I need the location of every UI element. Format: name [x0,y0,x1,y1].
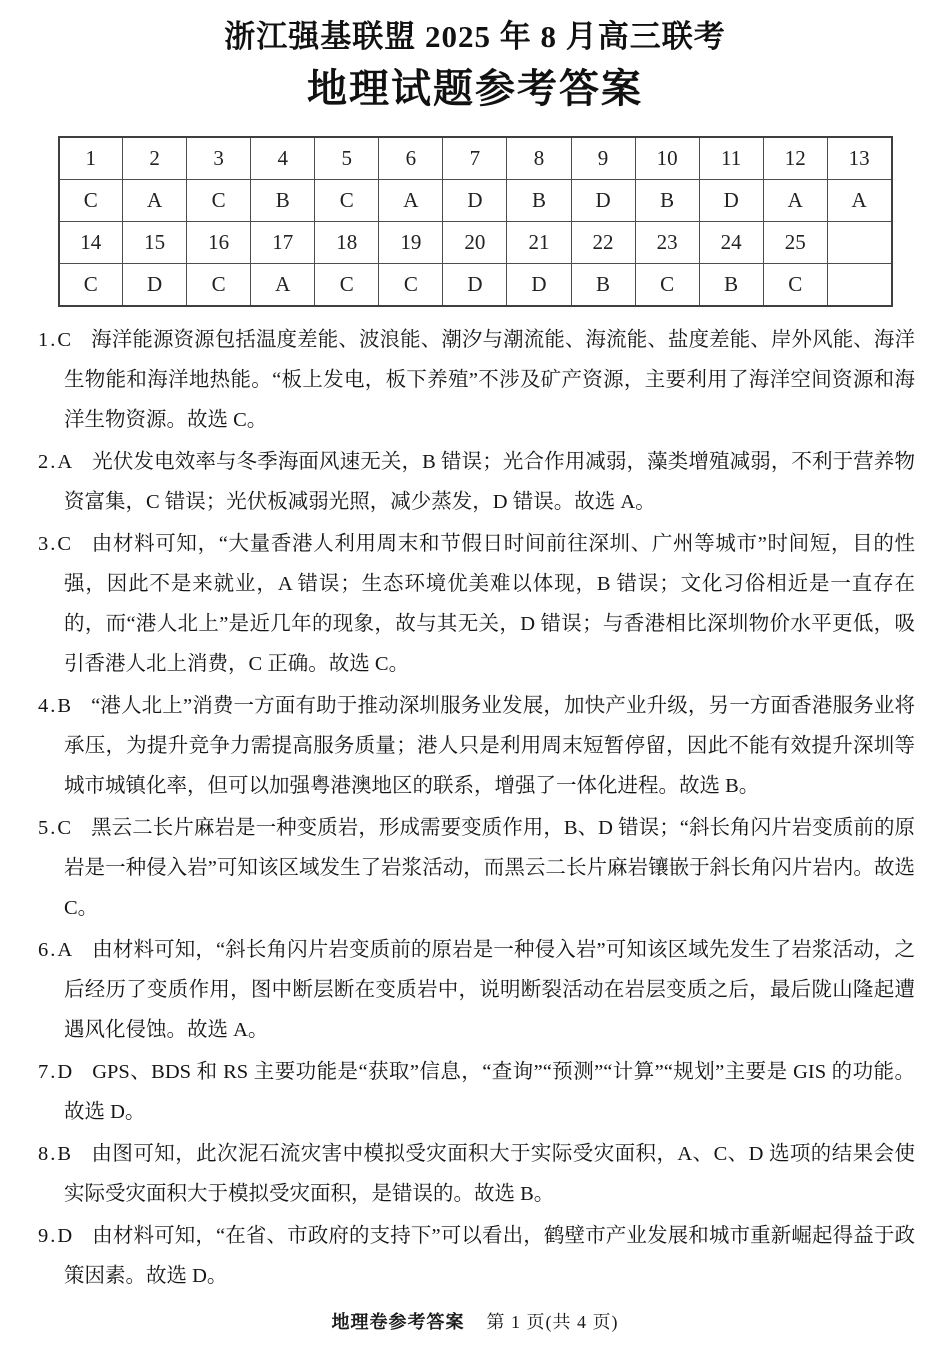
explanation-label: 8.B [38,1143,74,1165]
question-number-cell: 8 [507,137,571,180]
answer-cell: A [827,180,891,222]
answer-row [59,180,892,222]
question-number-cell: 9 [571,137,635,180]
explanation-text: 由材料可知，“斜长角闪片岩变质前的原岩是一种侵入岩”可知该区域先发生了岩浆活动，之后经历了变质作用，图中断层断在变质岩中，说明断裂活动在岩层变质之后，最后陇山隆起遭遇风化侵蚀。故选 A。 [64,939,915,1041]
explanation-item-6 [38,930,915,1050]
question-number-cell: 19 [379,222,443,264]
question-number-cell: 21 [507,222,571,264]
answer-cell: B [507,180,571,222]
explanation-label: 6.A [38,939,75,961]
answer-cell: C [379,264,443,307]
explanation-label: 7.D [38,1061,75,1083]
question-number-cell: 7 [443,137,507,180]
question-number-cell: 4 [251,137,315,180]
explanation-label: 4.B [38,695,74,717]
question-number-cell [827,222,891,264]
question-number-row [59,222,892,264]
answer-cell [827,264,891,307]
page-header [0,16,950,114]
answer-cell: D [699,180,763,222]
answer-cell: A [379,180,443,222]
answer-cell: C [187,264,251,307]
question-number-cell: 17 [251,222,315,264]
answer-row [59,264,892,307]
question-number-cell: 13 [827,137,891,180]
page-footer [0,1308,950,1334]
answer-cell: C [635,264,699,307]
explanation-item-3 [38,524,915,684]
footer-doc-label: 地理卷参考答案 [331,1312,465,1332]
answer-cell: B [699,264,763,307]
explanation-text: 黑云二长片麻岩是一种变质岩，形成需要变质作用，B、D 错误；“斜长角闪片岩变质前的原岩是一种侵入岩”可知该区域发生了岩浆活动，而黑云二长片麻岩镶嵌于斜长角闪片岩内。故选 C。 [64,817,915,919]
explanation-label: 1.C [38,329,74,351]
explanation-text: 由图可知，此次泥石流灾害中模拟受灾面积大于实际受灾面积，A、C、D 选项的结果会使实际受灾面积大于模拟受灾面积，是错误的。故选 B。 [64,1143,915,1205]
answer-cell: A [123,180,187,222]
question-number-cell: 3 [187,137,251,180]
answer-cell: C [763,264,827,307]
answer-cell: D [507,264,571,307]
question-number-cell: 11 [699,137,763,180]
doc-title: 地理试题参考答案 [307,66,643,111]
answer-cell: D [443,180,507,222]
question-number-cell: 18 [315,222,379,264]
question-number-cell: 2 [123,137,187,180]
question-number-cell: 10 [635,137,699,180]
answer-cell: A [251,264,315,307]
explanation-text: GPS、BDS 和 RS 主要功能是“获取”信息，“查询”“预测”“计算”“规划”主要是 GIS 的功能。故选 D。 [64,1061,915,1123]
explanation-text: 海洋能源资源包括温度差能、波浪能、潮汐与潮流能、海流能、盐度差能、岸外风能、海洋生物能和海洋地热能。“板上发电，板下养殖”不涉及矿产资源，主要利用了海洋空间资源和海洋生物资源。故选 C。 [64,329,915,431]
question-number-cell: 22 [571,222,635,264]
explanation-item-2 [38,442,915,522]
explanation-item-4 [38,686,915,806]
answer-cell: D [571,180,635,222]
question-number-row [59,137,892,180]
answer-cell: C [315,264,379,307]
explanation-item-7 [38,1052,915,1132]
answer-cell: B [251,180,315,222]
question-number-cell: 6 [379,137,443,180]
explanation-item-9 [38,1216,915,1296]
question-number-cell: 1 [59,137,123,180]
explanation-text: 光伏发电效率与冬季海面风速无关，B 错误；光合作用减弱，藻类增殖减弱，不利于营养物资富集，C 错误；光伏板减弱光照，减少蒸发，D 错误。故选 A。 [64,451,915,513]
explanation-label: 9.D [38,1225,75,1247]
question-number-cell: 23 [635,222,699,264]
question-number-cell: 5 [315,137,379,180]
explanation-item-5 [38,808,915,928]
question-number-cell: 24 [699,222,763,264]
explanation-item-1 [38,320,915,440]
explanation-text: “港人北上”消费一方面有助于推动深圳服务业发展，加快产业升级，另一方面香港服务业将承压，为提升竞争力需提高服务质量；港人只是利用周末短暂停留，因此不能有效提升深圳等城市城镇化率，但可以加强粤港澳地区的联系，增强了一体化进程。故选 B。 [64,695,915,797]
answer-cell: B [571,264,635,307]
answer-cell: C [59,180,123,222]
explanation-text: 由材料可知，“在省、市政府的支持下”可以看出，鹤壁市产业发展和城市重新崛起得益于政策因素。故选 D。 [64,1225,915,1287]
explanation-label: 5.C [38,817,74,839]
answer-cell: A [763,180,827,222]
question-number-cell: 14 [59,222,123,264]
question-number-cell: 25 [763,222,827,264]
answer-key-table [58,136,893,307]
answer-cell: C [315,180,379,222]
explanation-label: 3.C [38,533,74,555]
explanation-list [38,320,915,1296]
answer-cell: B [635,180,699,222]
answer-cell: C [59,264,123,307]
question-number-cell: 15 [123,222,187,264]
question-number-cell: 16 [187,222,251,264]
answer-cell: D [443,264,507,307]
footer-page-number: 第 1 页(共 4 页) [486,1312,619,1332]
answer-cell: C [187,180,251,222]
question-number-cell: 20 [443,222,507,264]
explanation-label: 2.A [38,451,75,473]
explanation-item-8 [38,1134,915,1214]
answer-cell: D [123,264,187,307]
explanation-text: 由材料可知，“大量香港人利用周末和节假日时间前往深圳、广州等城市”时间短，目的性强，因此不是来就业，A 错误；生态环境优美难以体现，B 错误；文化习俗相近是一直存在的，而“港人北上”是近几年的现象，故与其无关，D 错误；与香港相比深圳物价水平更低，吸引香港人北上消费，C 正确。故选 C。 [64,533,915,675]
question-number-cell: 12 [763,137,827,180]
exam-title: 浙江强基联盟 2025 年 8 月高三联考 [224,19,726,54]
